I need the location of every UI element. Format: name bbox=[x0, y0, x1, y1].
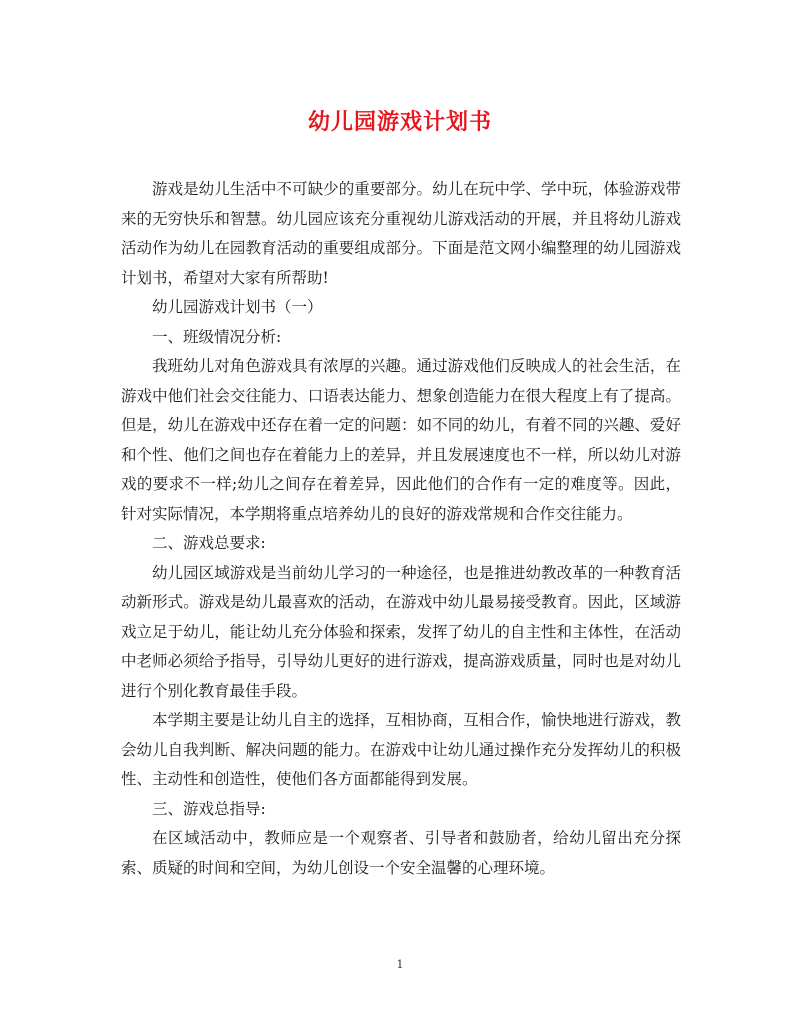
section-heading-requirements: 二、游戏总要求: bbox=[152, 534, 266, 552]
class-analysis-paragraph: 我班幼儿对角色游戏具有浓厚的兴趣。通过游戏他们反映成人的社会生活，在游戏中他们社会交往能力、口语表达能力、想象创造能力在很大程度上有了提高。但是，幼儿在游戏中还存在着一定的问题：如不同的幼儿，有着不同的兴趣、爱好和个性、他们之间也存在着能力上的差异，并且发展速度也不一样，所以幼儿对游戏的要求不一样;幼儿之间存在着差异，因此他们的合作有一定的难度等。因此，针对实际情况，本学期将重点培养幼儿的良好的游戏常规和合作交往能力。 bbox=[121, 357, 681, 523]
page-number: 1 bbox=[396, 958, 404, 971]
document-title: 幼儿园游戏计划书 bbox=[307, 109, 492, 135]
requirements-paragraph-2: 本学期主要是让幼儿自主的选择，互相协商，互相合作，愉快地进行游戏，教会幼儿自我判断、解决问题的能力。在游戏中让幼儿通过操作充分发挥幼儿的积极性、主动性和创造性，使他们各方面都能得到发展。 bbox=[121, 711, 681, 788]
guidance-paragraph: 在区域活动中，教师应是一个观察者、引导者和鼓励者，给幼儿留出充分探索、质疑的时间和空间，为幼儿创设一个安全温馨的心理环境。 bbox=[121, 829, 681, 877]
section-heading-class-analysis: 一、班级情况分析: bbox=[152, 327, 282, 346]
plan-heading: 幼儿园游戏计划书（一） bbox=[152, 298, 323, 316]
intro-paragraph: 游戏是幼儿生活中不可缺少的重要部分。幼儿在玩中学、学中玩，体验游戏带来的无穷快乐和智慧。幼儿园应该充分重视幼儿游戏活动的开展，并且将幼儿游戏活动作为幼儿在园教育活动的重要组成部分。下面是范文网小编整理的幼儿园游戏计划书，希望对大家有所帮助! bbox=[121, 180, 681, 287]
requirements-paragraph-1: 幼儿园区域游戏是当前幼儿学习的一种途径，也是推进幼教改革的一种教育活动新形式。游戏是幼儿最喜欢的活动，在游戏中幼儿最易接受教育。因此，区域游戏立足于幼儿，能让幼儿充分体验和探索，发挥了幼儿的自主性和主体性，在活动中老师必须给予指导，引导幼儿更好的进行游戏，提高游戏质量，同时也是对幼儿进行个别化教育最佳手段。 bbox=[121, 563, 681, 700]
document-body bbox=[121, 175, 681, 883]
section-heading-guidance: 三、游戏总指导: bbox=[152, 799, 266, 818]
